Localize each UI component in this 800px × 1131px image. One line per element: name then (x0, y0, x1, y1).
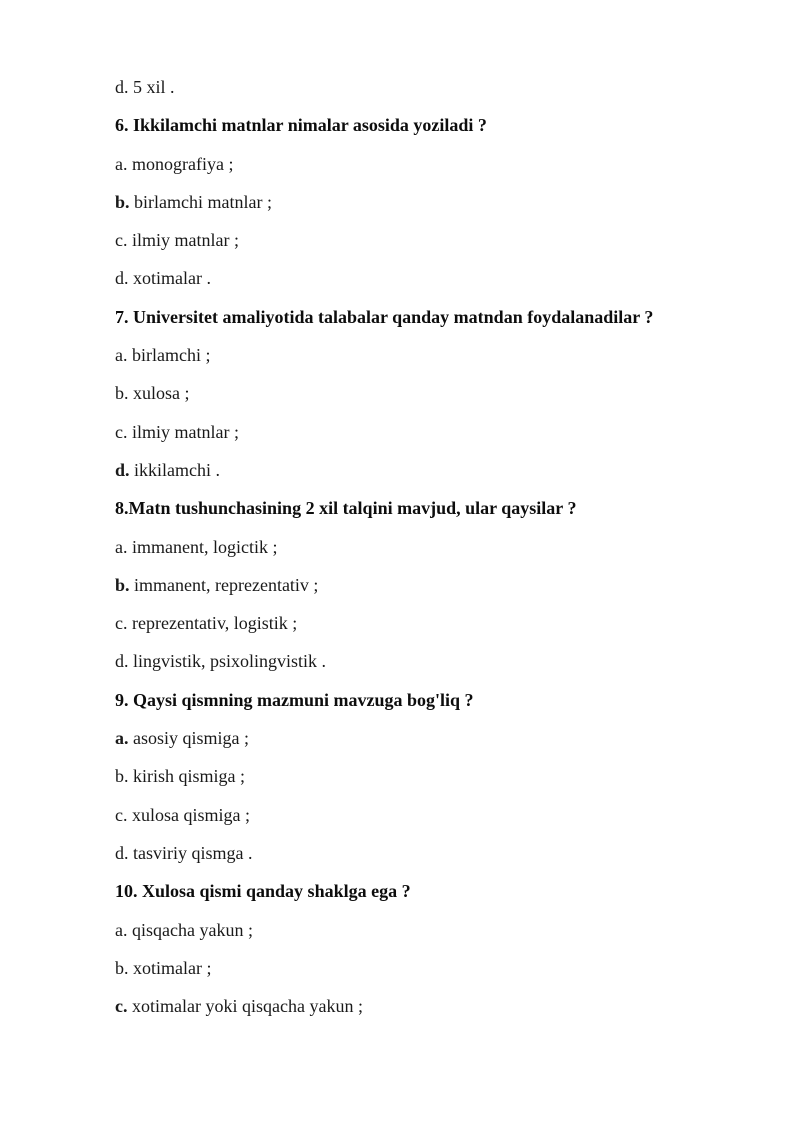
option-letter: b. (115, 191, 130, 212)
question-text: 7. Universitet amaliyotida talabalar qanday matndan foydalanadilar ? (115, 306, 654, 327)
question-text: 6. Ikkilamchi matnlar nimalar asosida yoziladi ? (115, 115, 487, 136)
option-text: xulosa qismiga ; (127, 804, 250, 825)
question-text: 10. Xulosa qismi qanday shaklga ega ? (115, 881, 411, 902)
question-text: 8.Matn tushunchasining 2 xil talqini mavjud, ular qaysilar ? (115, 498, 577, 519)
option-text: kirish qismiga ; (128, 766, 245, 787)
option-text: birlamchi ; (127, 345, 211, 366)
answer-option (115, 149, 715, 187)
option-letter: d. (115, 268, 129, 289)
option-letter: b. (115, 766, 129, 787)
option-text: lingvistik, psixolingvistik . (128, 651, 327, 672)
answer-option (115, 225, 715, 263)
option-text: ikkilamchi . (129, 459, 220, 480)
option-text: 5 xil . (128, 77, 175, 97)
option-text: qisqacha yakun ; (127, 919, 253, 940)
option-letter: b. (115, 574, 130, 595)
answer-option (115, 761, 715, 799)
answer-option (115, 455, 715, 493)
answer-option (115, 991, 715, 1029)
option-letter: a. (115, 536, 128, 557)
answer-option (115, 187, 715, 225)
option-text: monografiya ; (127, 153, 234, 174)
option-letter: d. (115, 651, 129, 672)
option-letter: b. (115, 383, 129, 404)
answer-option (115, 378, 715, 416)
answer-option (115, 646, 715, 684)
option-letter: c. (115, 230, 128, 251)
question-text: 9. Qaysi qismning mazmuni mavzuga bog'liq ? (115, 689, 474, 710)
option-letter: c. (115, 613, 128, 634)
answer-option (115, 838, 715, 876)
option-text: xulosa ; (128, 383, 190, 404)
option-text: xotimalar ; (128, 957, 212, 978)
answer-option (115, 953, 715, 991)
option-text: immanent, logictik ; (127, 536, 278, 557)
option-letter: c. (115, 996, 128, 1017)
option-text: ilmiy matnlar ; (127, 230, 239, 251)
option-text: ilmiy matnlar ; (127, 421, 239, 442)
answer-option (115, 723, 715, 761)
option-text: birlamchi matnlar ; (129, 191, 272, 212)
answer-option (115, 570, 715, 608)
option-text: reprezentativ, logistik ; (127, 613, 298, 634)
answer-option (115, 800, 715, 838)
answer-option (115, 608, 715, 646)
option-letter: c. (115, 421, 128, 442)
answer-option (115, 915, 715, 953)
answer-option (115, 72, 715, 110)
answer-option (115, 417, 715, 455)
option-text: tasviriy qismga . (128, 842, 253, 863)
option-text: asosiy qismiga ; (128, 728, 249, 749)
option-letter: d. (115, 842, 129, 863)
option-text: xotimalar yoki qisqacha yakun ; (127, 996, 363, 1017)
option-letter: c. (115, 804, 128, 825)
option-letter: b. (115, 957, 129, 978)
option-letter: a. (115, 728, 129, 749)
answer-option (115, 263, 715, 301)
answer-option (115, 532, 715, 570)
answer-option (115, 340, 715, 378)
document-page (115, 72, 715, 1029)
option-letter: d. (115, 77, 129, 97)
option-letter: d. (115, 459, 130, 480)
option-text: immanent, reprezentativ ; (129, 574, 319, 595)
option-letter: a. (115, 345, 128, 366)
option-text: xotimalar . (128, 268, 211, 289)
option-letter: a. (115, 153, 128, 174)
option-letter: a. (115, 919, 128, 940)
